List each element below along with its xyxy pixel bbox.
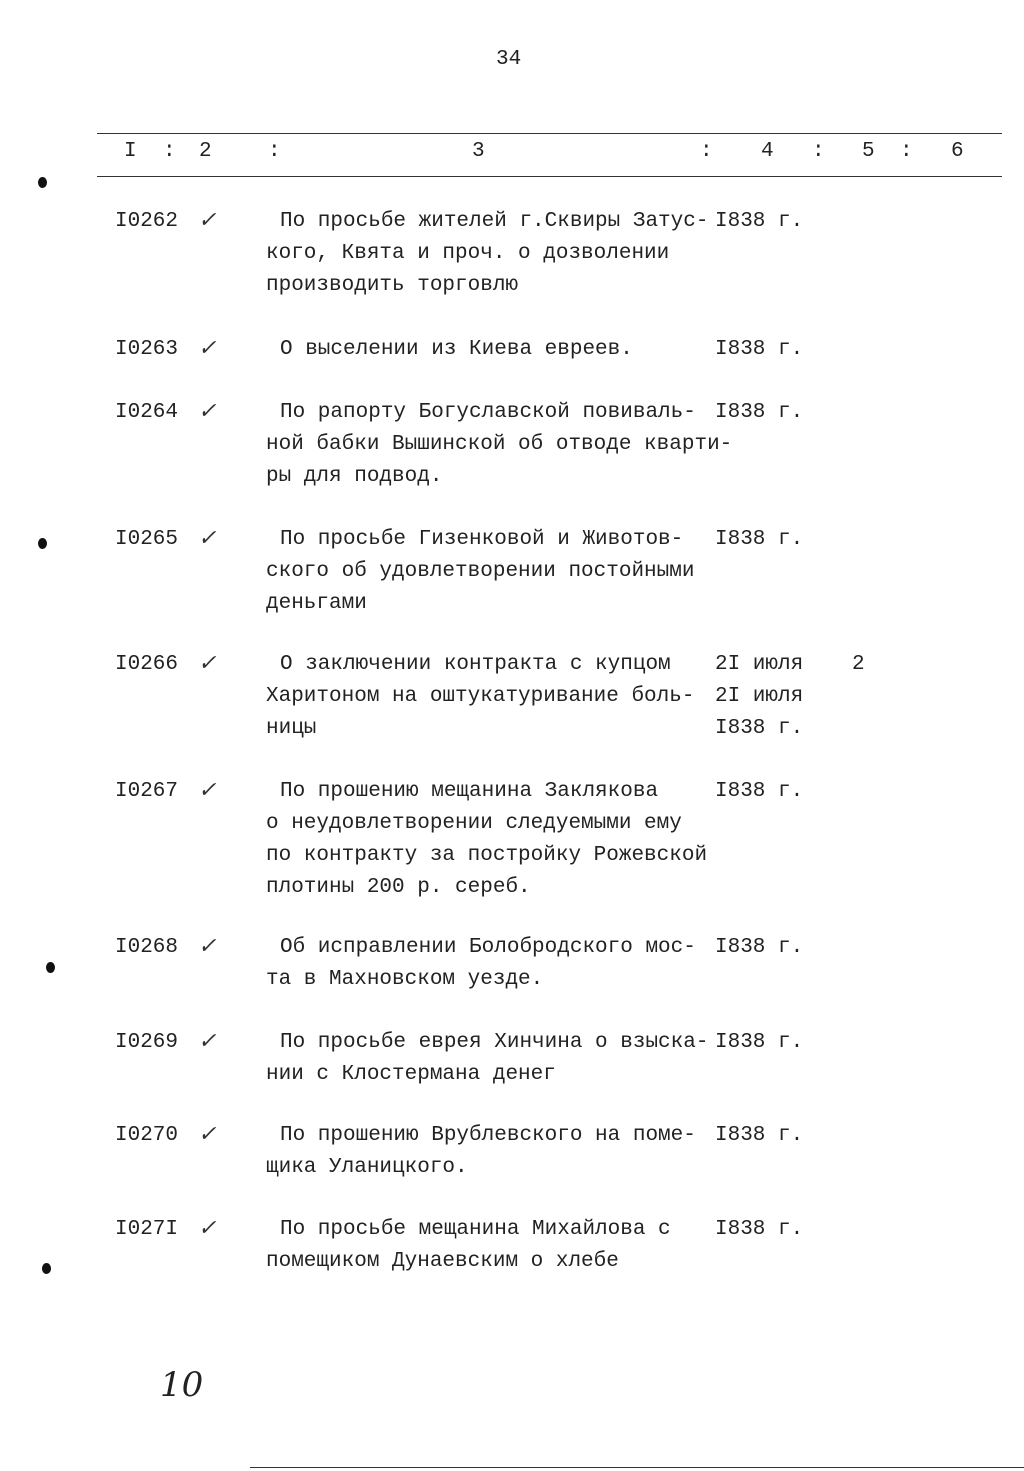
col-header-6: 6 [951, 140, 964, 163]
entry-number: I0264 [115, 401, 179, 424]
col-header-1: I [124, 140, 137, 163]
entry-date: I838 г. [715, 210, 804, 233]
entry-date: 2I июля [715, 685, 804, 708]
entry-text-line: о неудовлетворении следуемыми ему [266, 812, 682, 835]
entry-text-line: нии с Клостермана денег [266, 1063, 556, 1086]
entry-text-line: ского об удовлетворении постойными [266, 560, 695, 583]
entry-date: I838 г. [715, 528, 804, 551]
entry-text-line: ницы [266, 717, 317, 740]
entry-text-line: Об исправлении Болобродского мос- [280, 936, 696, 959]
col-sep: : [700, 140, 713, 163]
entry-text-line: По прошению мещанина Заклякова [280, 780, 659, 803]
binding-hole-mark [38, 177, 47, 188]
entry-number: I0269 [115, 1031, 179, 1054]
col-header-2: 2 [199, 140, 212, 163]
entry-text-line: та в Махновском уезде. [266, 968, 544, 991]
col-sep: : [900, 140, 913, 163]
binding-hole-mark [42, 1263, 51, 1274]
entry-date: I838 г. [715, 1031, 804, 1054]
entry-number: I0267 [115, 780, 179, 803]
entry-text-line: По просьбе Гизенковой и Животов- [280, 528, 684, 551]
header-bottom-rule [97, 176, 1002, 177]
entry-number: I0265 [115, 528, 179, 551]
entry-number: I0263 [115, 338, 179, 361]
entry-text-line: О заключении контракта с купцом [280, 653, 671, 676]
entry-text-line: Харитоном на оштукатуривание боль- [266, 685, 695, 708]
handwritten-note: 10 [160, 1365, 204, 1405]
entry-text-line: щика Уланицкого. [266, 1156, 468, 1179]
entry-text-line: производить торговлю [266, 274, 519, 297]
entry-number: I0270 [115, 1124, 179, 1147]
checkmark-icon: ✓ [198, 778, 217, 803]
checkmark-icon: ✓ [198, 1029, 217, 1054]
checkmark-icon: ✓ [198, 934, 217, 959]
col-sep: : [268, 140, 281, 163]
entry-date: 2I июля [715, 653, 804, 676]
entry-text-line: плотины 200 р. сереб. [266, 876, 531, 899]
header-top-rule [97, 133, 1002, 134]
col-sep: : [163, 140, 176, 163]
entry-date: I838 г. [715, 1218, 804, 1241]
entry-date: I838 г. [715, 717, 804, 740]
entry-date: I838 г. [715, 936, 804, 959]
entry-text-line: По просьбе жителей г.Сквиры Затус- [280, 210, 709, 233]
entry-date: I838 г. [715, 780, 804, 803]
entry-number: I027I [115, 1218, 179, 1241]
entry-text-line: По прошению Врублевского на поме- [280, 1124, 696, 1147]
entry-text-line: О выселении из Киева евреев. [280, 338, 633, 361]
entry-number: I0268 [115, 936, 179, 959]
checkmark-icon: ✓ [198, 1216, 217, 1241]
entry-text-line: По просьбе мещанина Михайлова с [280, 1218, 671, 1241]
checkmark-icon: ✓ [198, 208, 217, 233]
checkmark-icon: ✓ [198, 651, 217, 676]
entry-text-line: ной бабки Вышинской об отводе кварти- [266, 433, 733, 456]
col-header-3: 3 [472, 140, 485, 163]
col-sep: : [812, 140, 825, 163]
bottom-rule [250, 1467, 1024, 1468]
entry-number: I0266 [115, 653, 179, 676]
entry-date: I838 г. [715, 1124, 804, 1147]
checkmark-icon: ✓ [198, 399, 217, 424]
col-header-4: 4 [761, 140, 774, 163]
entry-text-line: помещиком Дунаевским о хлебе [266, 1250, 619, 1273]
entry-number: I0262 [115, 210, 179, 233]
entry-text-line: По рапорту Богуславской повиваль- [280, 401, 696, 424]
checkmark-icon: ✓ [198, 1122, 217, 1147]
entry-text-line: по контракту за постройку Рожевской [266, 844, 708, 867]
entry-date: I838 г. [715, 338, 804, 361]
checkmark-icon: ✓ [198, 526, 217, 551]
binding-hole-mark [38, 538, 47, 549]
entry-date: I838 г. [715, 401, 804, 424]
entry-text-line: По просьбе еврея Хинчина о взыска- [280, 1031, 709, 1054]
entry-text-line: деньгами [266, 592, 367, 615]
page-number: 34 [496, 48, 522, 71]
checkmark-icon: ✓ [198, 336, 217, 361]
entry-sheet-count: 2 [852, 653, 865, 676]
entry-text-line: ры для подвод. [266, 465, 443, 488]
binding-hole-mark [46, 962, 55, 973]
col-header-5: 5 [862, 140, 875, 163]
entry-text-line: кого, Квята и проч. о дозволении [266, 242, 670, 265]
